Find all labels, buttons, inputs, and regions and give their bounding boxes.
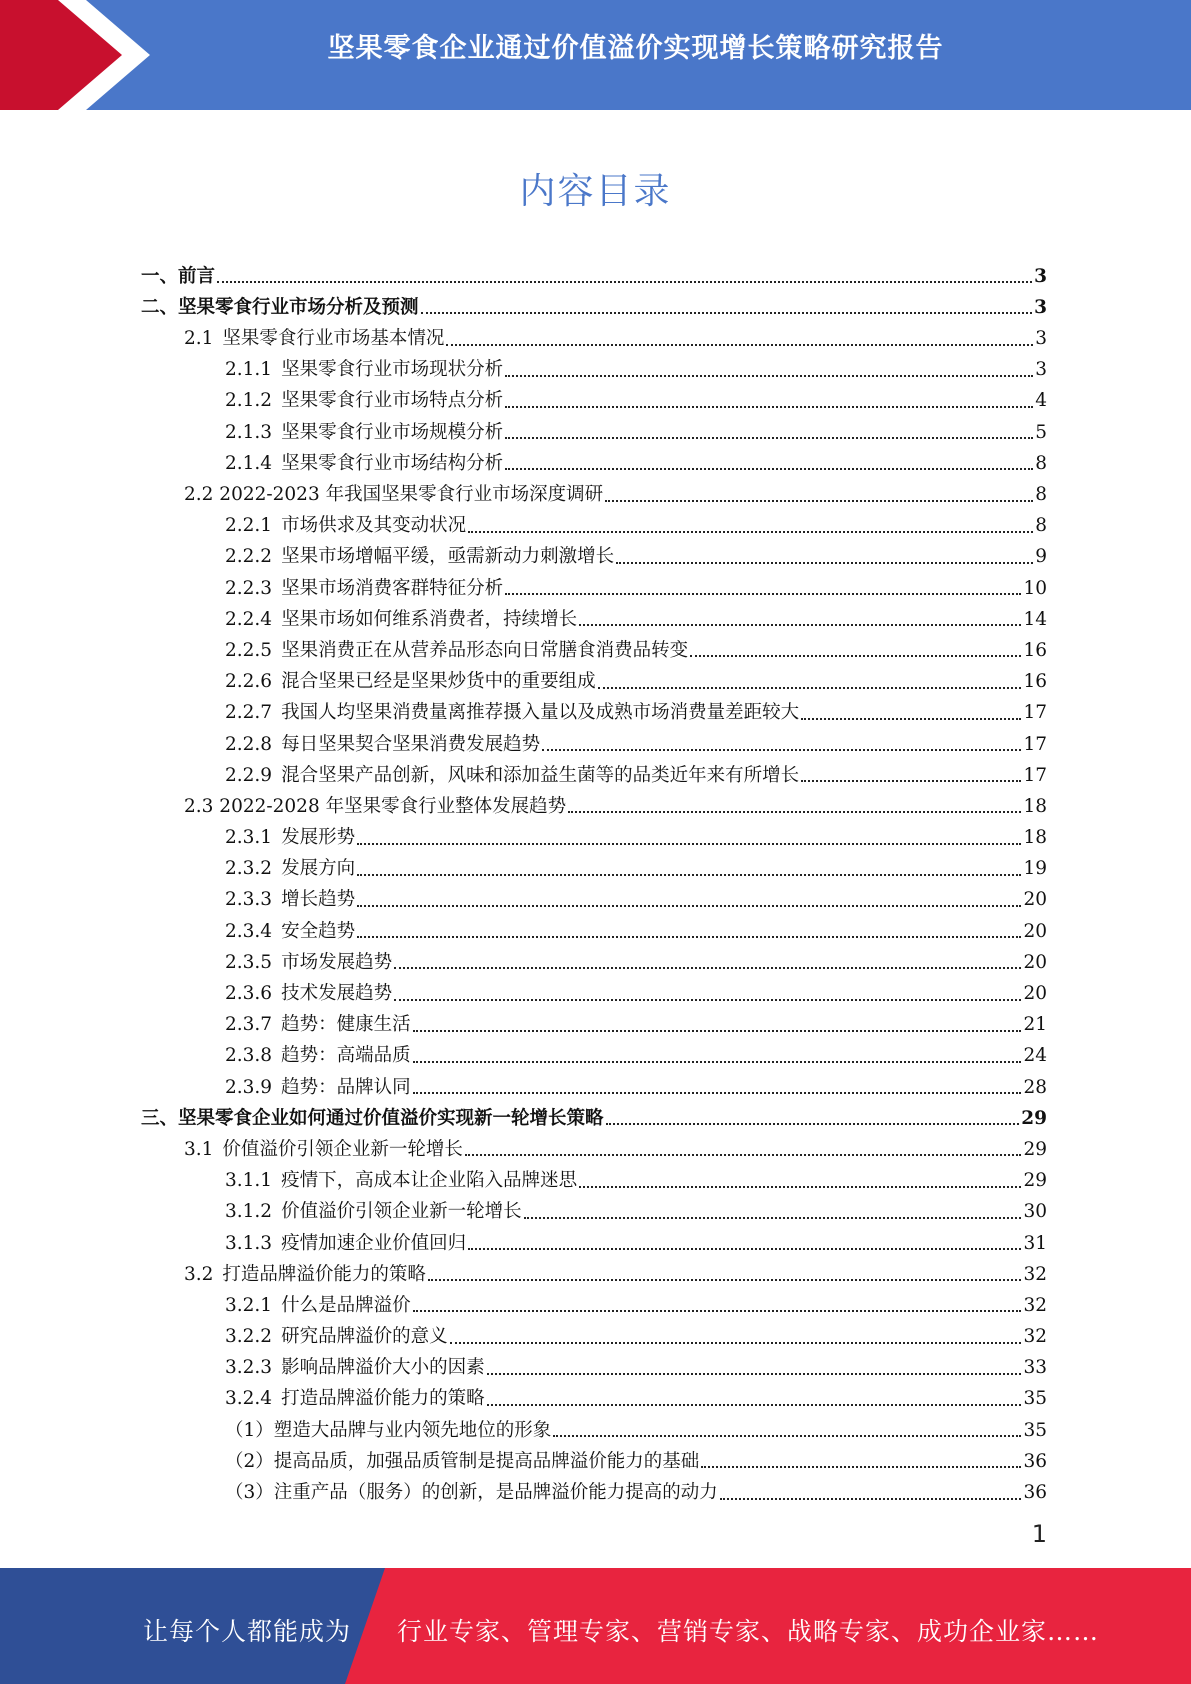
- toc-entry-page: 4: [1035, 390, 1047, 412]
- toc-entry-title: [225, 1328, 448, 1347]
- toc-leader-dots: [468, 1248, 1021, 1250]
- toc-entry-page: 20: [1023, 951, 1047, 973]
- toc-entry-number: 2.3.1: [225, 827, 273, 849]
- toc-entry-title: [225, 361, 503, 380]
- toc-entry-page: 20: [1023, 889, 1047, 911]
- toc-entry-page: 20: [1023, 920, 1047, 942]
- toc-entry-number: 2.2.7: [225, 702, 273, 724]
- toc-entry-title: [225, 891, 355, 910]
- toc-entry[interactable]: [141, 1440, 1047, 1471]
- toc-entry-title: [225, 577, 504, 599]
- toc-entry-number: 3.2.3: [225, 1357, 273, 1379]
- toc-entry-number: 2.1.2: [225, 390, 273, 412]
- toc-entry-title: [225, 985, 392, 1004]
- toc-entry-number: 3.2: [184, 1263, 214, 1285]
- toc-leader-dots: [394, 999, 1021, 1001]
- toc-entry-label: 一、前言: [141, 265, 216, 287]
- toc-leader-dots: [720, 1498, 1022, 1500]
- toc-entry-label: 三、坚果零食企业如何通过价值溢价实现新一轮增长策略: [141, 1107, 604, 1129]
- toc-entry-label: 混合坚果已经是坚果炒货中的重要组成: [281, 671, 596, 693]
- header-banner: [0, 0, 1191, 110]
- toc-entry-page: 29: [1023, 1138, 1047, 1160]
- toc-entry-page: 35: [1023, 1388, 1047, 1410]
- footer-slogan-left: 让每个人都能成为: [143, 1617, 352, 1646]
- toc-entry[interactable]: [141, 1004, 1047, 1035]
- toc-entry-number: 2.2.6: [225, 671, 273, 693]
- toc-entry[interactable]: [141, 255, 1047, 286]
- footer-slogan-right: 行业专家、管理专家、营销专家、战略专家、成功企业家……: [397, 1617, 1100, 1646]
- toc-entry-number: 2.1.4: [225, 452, 273, 474]
- toc-entry[interactable]: [141, 1347, 1047, 1378]
- toc-entry-page: 29: [1023, 1170, 1047, 1192]
- toc-entry-page: 8: [1035, 452, 1047, 474]
- toc-entry-label: 坚果市场增幅平缓，亟需新动力刺激增长: [281, 546, 615, 568]
- table-of-contents: [141, 255, 1047, 1503]
- report-title: 坚果零食企业通过价值溢价实现增长策略研究报告: [327, 33, 944, 64]
- toc-entry-page: 18: [1023, 795, 1047, 817]
- toc-entry-title: [225, 673, 596, 692]
- toc-entry-number: 2.2.1: [225, 515, 273, 537]
- toc-entry[interactable]: [141, 1128, 1047, 1159]
- toc-entry-page: 19: [1023, 858, 1047, 880]
- toc-entry-title: [225, 920, 356, 942]
- toc-entry-title: [225, 1076, 411, 1098]
- toc-entry-label: 技术发展趋势: [281, 983, 393, 1004]
- toc-entry-title: [225, 639, 689, 661]
- toc-leader-dots: [690, 655, 1021, 657]
- toc-heading: 内容目录: [519, 171, 672, 212]
- toc-leader-dots: [357, 936, 1021, 938]
- toc-entry-page: 3: [1035, 359, 1047, 381]
- toc-entry-label: 发展形势: [281, 827, 356, 849]
- toc-leader-dots: [487, 1404, 1022, 1406]
- toc-entry-label: （1）塑造大品牌与业内领先地位的形象: [225, 1419, 552, 1441]
- toc-entry-title: [141, 296, 419, 318]
- toc-entry-label: 价值溢价引领企业新一轮增长: [281, 1201, 522, 1223]
- toc-entry[interactable]: [141, 317, 1047, 348]
- toc-entry[interactable]: [141, 1315, 1047, 1346]
- toc-leader-dots: [524, 1217, 1022, 1219]
- toc-entry-number: 2.2.8: [225, 733, 273, 755]
- toc-entry-page: 17: [1023, 702, 1047, 724]
- toc-leader-dots: [505, 437, 1033, 439]
- toc-entry-page: 16: [1023, 671, 1047, 693]
- toc-entry-label: 市场供求及其变动状况: [281, 515, 467, 537]
- toc-entry[interactable]: [141, 286, 1047, 317]
- toc-entry-page: 32: [1023, 1263, 1047, 1285]
- toc-leader-dots: [579, 624, 1021, 626]
- toc-entry-label: 坚果市场消费客群特征分析: [281, 577, 504, 599]
- toc-entry-page: 24: [1023, 1045, 1047, 1067]
- toc-entry-title: [225, 733, 541, 755]
- toc-entry-number: 2.2.9: [225, 764, 273, 786]
- toc-entry[interactable]: [141, 411, 1047, 442]
- toc-leader-dots: [505, 593, 1021, 595]
- toc-leader-dots: [598, 687, 1022, 689]
- toc-entry-title: [225, 608, 578, 630]
- toc-entry-number: 2.3.8: [225, 1045, 273, 1067]
- toc-entry-page: 17: [1023, 733, 1047, 755]
- toc-entry-label: （2）提高品质，加强品质管制是提高品牌溢价能力的基础: [225, 1450, 700, 1472]
- toc-entry[interactable]: [141, 629, 1047, 660]
- toc-entry[interactable]: [141, 660, 1047, 691]
- toc-entry[interactable]: [141, 1222, 1047, 1253]
- toc-entry-number: 2.2.3: [225, 577, 273, 599]
- toc-entry-number: 2.2.5: [225, 639, 273, 661]
- toc-entry-label: 坚果零食行业市场特点分析: [281, 390, 504, 412]
- toc-leader-dots: [616, 562, 1033, 564]
- toc-entry-label: 影响品牌溢价大小的因素: [281, 1357, 485, 1379]
- toc-leader-dots: [413, 1310, 1022, 1312]
- toc-entry-page: 16: [1023, 639, 1047, 661]
- toc-leader-dots: [357, 843, 1021, 845]
- toc-entry-label: 打造品牌溢价能力的策略: [222, 1263, 426, 1285]
- toc-entry-title: [184, 1138, 463, 1160]
- toc-entry-number: 2.3.3: [225, 889, 273, 911]
- toc-entry-label: 我国人均坚果消费量离推荐摄入量以及成熟市场消费量差距较大: [281, 702, 800, 724]
- toc-entry-label: 什么是品牌溢价: [281, 1294, 411, 1316]
- toc-entry-page: 32: [1023, 1294, 1047, 1316]
- toc-entry-title: [141, 1107, 604, 1129]
- toc-entry[interactable]: [141, 1253, 1047, 1284]
- toc-leader-dots: [428, 1279, 1022, 1281]
- toc-leader-dots: [446, 344, 1033, 346]
- toc-leader-dots: [505, 468, 1033, 470]
- toc-entry-label: 市场发展趋势: [281, 951, 393, 973]
- toc-entry-title: [184, 1263, 426, 1285]
- toc-entry-number: 2.2.4: [225, 608, 273, 630]
- toc-leader-dots: [605, 500, 1033, 502]
- toc-leader-dots: [217, 281, 1032, 283]
- toc-entry[interactable]: [141, 723, 1047, 754]
- toc-leader-dots: [568, 811, 1021, 813]
- toc-leader-dots: [357, 874, 1021, 876]
- toc-entry[interactable]: [141, 816, 1047, 847]
- toc-entry-number: 3.2.2: [225, 1326, 273, 1348]
- toc-entry-title: [141, 265, 216, 287]
- toc-entry-title: [184, 486, 603, 505]
- toc-entry-title: [225, 1172, 577, 1191]
- toc-entry-page: 36: [1023, 1482, 1047, 1503]
- toc-entry-page: 14: [1023, 608, 1047, 630]
- toc-entry[interactable]: [141, 941, 1047, 972]
- toc-entry-label: 坚果零食行业市场结构分析: [281, 452, 504, 474]
- toc-entry-title: [225, 517, 466, 536]
- toc-entry-page: 30: [1023, 1201, 1047, 1223]
- toc-entry-title: [225, 1047, 411, 1066]
- toc-entry-title: [225, 829, 355, 848]
- toc-entry-number: 3.2.1: [225, 1294, 273, 1316]
- toc-entry-title: [225, 1390, 485, 1409]
- toc-entry[interactable]: [141, 972, 1047, 1003]
- toc-entry[interactable]: [141, 567, 1047, 598]
- toc-entry[interactable]: [141, 848, 1047, 879]
- toc-leader-dots: [606, 1123, 1020, 1125]
- toc-entry[interactable]: [141, 380, 1047, 411]
- toc-leader-dots: [394, 967, 1021, 969]
- toc-entry-label: 趋势：高端品质: [281, 1045, 411, 1067]
- toc-entry-title: [225, 1232, 467, 1254]
- toc-entry[interactable]: [141, 1097, 1047, 1128]
- toc-entry-label: 发展方向: [281, 858, 356, 880]
- toc-leader-dots: [357, 905, 1021, 907]
- toc-entry-label: 增长趋势: [281, 889, 356, 911]
- toc-entry-title: [225, 764, 800, 786]
- toc-entry-page: 31: [1023, 1232, 1047, 1254]
- toc-entry-page: 36: [1023, 1450, 1047, 1472]
- toc-entry-label: 打造品牌溢价能力的策略: [281, 1388, 485, 1410]
- toc-entry-number: 3.1.1: [225, 1170, 273, 1192]
- toc-entry[interactable]: [141, 598, 1047, 629]
- toc-leader-dots: [505, 375, 1033, 377]
- toc-entry-number: 2.1.1: [225, 359, 273, 381]
- toc-entry-page: 9: [1035, 546, 1047, 568]
- toc-entry-label: 2.2 2022-2023 年我国坚果零食行业市场深度调研: [184, 484, 604, 505]
- toc-entry-label: 价值溢价引领企业新一轮增长: [222, 1138, 463, 1160]
- toc-entry-title: [184, 330, 444, 349]
- toc-entry-number: 2.3.5: [225, 951, 273, 973]
- toc-entry-title: [225, 392, 503, 411]
- toc-entry-label: 2.3 2022-2028 年坚果零食行业整体发展趋势: [184, 795, 567, 817]
- toc-entry-page: 33: [1023, 1357, 1047, 1379]
- toc-entry-page: 3: [1034, 265, 1047, 287]
- toc-entry-page: 32: [1023, 1326, 1047, 1348]
- toc-entry-title: [225, 1359, 485, 1378]
- toc-entry-label: （3）注重产品（服务）的创新，是品牌溢价能力提高的动力: [225, 1482, 718, 1503]
- toc-entry-number: 2.2.2: [225, 546, 273, 568]
- toc-leader-dots: [421, 312, 1033, 314]
- toc-entry[interactable]: [141, 1035, 1047, 1066]
- toc-leader-dots: [579, 1186, 1021, 1188]
- toc-entry-number: 2.3.7: [225, 1014, 273, 1036]
- toc-entry-page: 20: [1023, 983, 1047, 1004]
- toc-entry-label: 坚果零食行业市场现状分析: [281, 359, 504, 381]
- toc-leader-dots: [465, 1154, 1022, 1156]
- toc-entry-number: 2.1: [184, 328, 214, 350]
- toc-entry-number: 2.3.9: [225, 1076, 273, 1098]
- toc-entry-page: 3: [1034, 296, 1047, 318]
- toc-entry-page: 3: [1035, 328, 1047, 350]
- toc-leader-dots: [413, 1092, 1022, 1094]
- toc-entry[interactable]: [141, 1378, 1047, 1409]
- toc-entry[interactable]: [141, 910, 1047, 941]
- toc-entry-number: 2.1.3: [225, 421, 273, 443]
- toc-entry[interactable]: [141, 1471, 1047, 1502]
- toc-entry[interactable]: [141, 349, 1047, 380]
- toc-entry-label: 混合坚果产品创新，风味和添加益生菌等的品类近年来有所增长: [281, 764, 800, 786]
- toc-entry-label: 坚果零食行业市场基本情况: [222, 328, 445, 350]
- toc-entry-page: 28: [1023, 1076, 1047, 1098]
- toc-entry[interactable]: [141, 785, 1047, 816]
- toc-entry[interactable]: [141, 1191, 1047, 1222]
- toc-entry-number: 2.3.4: [225, 920, 273, 942]
- toc-entry-page: 35: [1023, 1419, 1047, 1441]
- toc-entry[interactable]: [141, 1409, 1047, 1440]
- toc-entry-title: [225, 1294, 411, 1316]
- toc-entry[interactable]: [141, 473, 1047, 504]
- toc-entry[interactable]: [141, 754, 1047, 785]
- toc-entry-page: 17: [1023, 764, 1047, 786]
- toc-leader-dots: [468, 531, 1033, 533]
- toc-leader-dots: [553, 1435, 1021, 1437]
- toc-leader-dots: [487, 1373, 1022, 1375]
- toc-leader-dots: [413, 1061, 1022, 1063]
- toc-entry-number: 2.3.6: [225, 983, 273, 1004]
- toc-entry-title: [225, 1484, 718, 1503]
- toc-leader-dots: [505, 406, 1033, 408]
- toc-entry-title: [225, 548, 614, 567]
- toc-entry-number: 3.1.2: [225, 1201, 273, 1223]
- toc-entry-label: 研究品牌溢价的意义: [281, 1326, 448, 1348]
- toc-entry-title: [225, 951, 393, 973]
- toc-entry-label: 安全趋势: [281, 920, 356, 942]
- toc-leader-dots: [450, 1342, 1022, 1344]
- toc-entry-number: 3.1.3: [225, 1232, 273, 1254]
- toc-entry-label: 每日坚果契合坚果消费发展趋势: [281, 733, 541, 755]
- toc-entry-label: 二、坚果零食行业市场分析及预测: [141, 296, 419, 318]
- toc-entry-label: 趋势：健康生活: [281, 1014, 411, 1036]
- toc-entry-title: [184, 795, 567, 817]
- toc-entry-number: 3.2.4: [225, 1388, 273, 1410]
- toc-entry-label: 趋势：品牌认同: [281, 1076, 411, 1098]
- toc-entry-label: 疫情加速企业价值回归: [281, 1232, 467, 1254]
- toc-entry[interactable]: [141, 442, 1047, 473]
- toc-entry[interactable]: [141, 1159, 1047, 1190]
- toc-entry-page: 21: [1023, 1014, 1047, 1036]
- toc-entry-page: 8: [1035, 515, 1047, 537]
- toc-entry-title: [225, 1203, 522, 1222]
- toc-entry-label: 坚果消费正在从营养品形态向日常膳食消费品转变: [281, 639, 689, 661]
- toc-entry-title: [225, 1450, 700, 1472]
- toc-entry-page: 29: [1021, 1107, 1047, 1129]
- toc-entry[interactable]: [141, 1284, 1047, 1315]
- toc-entry-page: 8: [1035, 484, 1047, 505]
- toc-entry-title: [225, 421, 504, 443]
- toc-entry[interactable]: [141, 879, 1047, 910]
- toc-entry-title: [225, 1419, 552, 1441]
- toc-entry-title: [225, 1016, 411, 1035]
- toc-leader-dots: [801, 718, 1021, 720]
- toc-entry[interactable]: [141, 536, 1047, 567]
- toc-entry-page: 10: [1023, 577, 1047, 599]
- toc-entry[interactable]: [141, 692, 1047, 723]
- toc-entry-label: 坚果市场如何维系消费者，持续增长: [281, 608, 578, 630]
- toc-leader-dots: [542, 749, 1021, 751]
- toc-entry-title: [225, 452, 504, 474]
- toc-entry-number: 2.3.2: [225, 858, 273, 880]
- toc-entry-page: 18: [1023, 827, 1047, 849]
- toc-entry-title: [225, 704, 799, 723]
- toc-entry-label: 疫情下，高成本让企业陷入品牌迷思: [281, 1170, 578, 1192]
- toc-entry-number: 3.1: [184, 1138, 214, 1160]
- toc-leader-dots: [701, 1466, 1021, 1468]
- toc-entry-label: 坚果零食行业市场规模分析: [281, 421, 504, 443]
- toc-leader-dots: [801, 780, 1021, 782]
- toc-entry-page: 5: [1035, 421, 1047, 443]
- toc-entry[interactable]: [141, 1066, 1047, 1097]
- toc-entry[interactable]: [141, 505, 1047, 536]
- toc-entry-title: [225, 860, 355, 879]
- page-number: 1: [1031, 1520, 1047, 1548]
- toc-leader-dots: [413, 1030, 1022, 1032]
- footer-banner: [0, 1568, 1191, 1684]
